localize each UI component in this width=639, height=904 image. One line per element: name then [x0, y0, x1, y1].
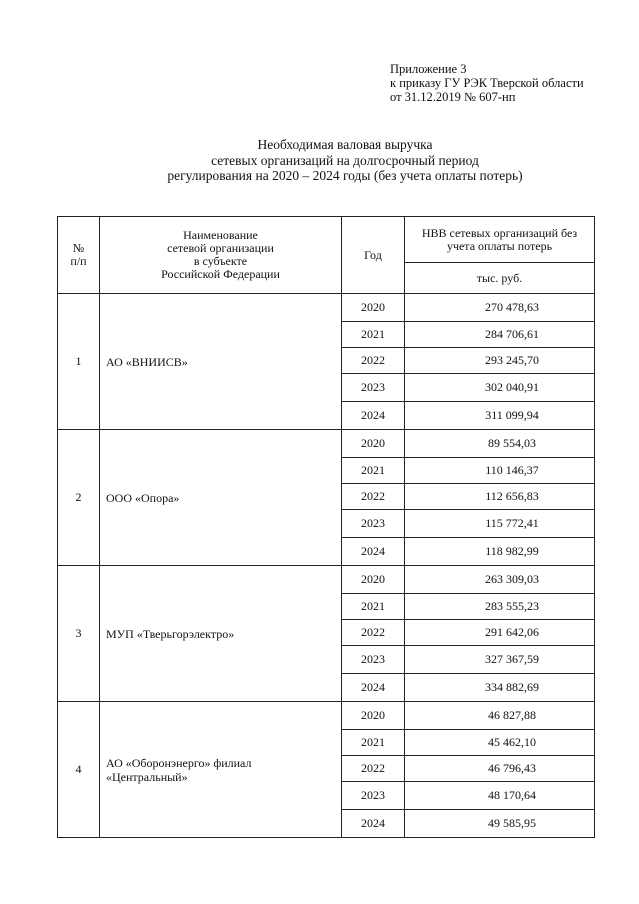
org-name-line-1: ООО «Опора»: [106, 490, 180, 505]
org-name-line-1: МУП «Тверьгорэлектро»: [106, 626, 235, 641]
revenue-table: [57, 216, 595, 838]
title-line-3: регулирования на 2020 – 2024 годы (без учета оплаты потерь): [167, 168, 523, 183]
header-revenue-line-2: учета оплаты потерь: [446, 238, 553, 253]
table-row: [58, 702, 595, 730]
org-name-line-2: «Центральный»: [106, 769, 188, 784]
org-number: 3: [58, 566, 100, 702]
year-cell: 2023: [342, 782, 405, 810]
revenue-value-cell: 293 245,70: [405, 348, 595, 374]
revenue-value-cell: 48 170,64: [405, 782, 595, 810]
revenue-value-cell: 89 554,03: [405, 430, 595, 458]
revenue-value-cell: 110 146,37: [405, 458, 595, 484]
header-number-line-1: №: [72, 241, 85, 255]
table-row: [58, 430, 595, 458]
revenue-value-cell: 327 367,59: [405, 646, 595, 674]
year-cell: 2021: [342, 730, 405, 756]
org-name-line-1: АО «Оборонэнерго» филиал: [106, 755, 252, 770]
header-year: Год: [342, 217, 405, 294]
header-unit: тыс. руб.: [405, 263, 595, 294]
header-name-line-2: сетевой организации: [167, 241, 274, 255]
appendix-line-2: к приказу ГУ РЭК Тверской области: [390, 76, 584, 90]
revenue-value-cell: 302 040,91: [405, 374, 595, 402]
header-revenue-line-1: НВВ сетевых организаций без: [421, 225, 578, 240]
revenue-value-cell: 263 309,03: [405, 566, 595, 594]
year-cell: 2024: [342, 402, 405, 430]
appendix-line-3: от 31.12.2019 № 607-нп: [390, 90, 516, 104]
header-organization-name: [100, 217, 342, 294]
revenue-value-cell: 291 642,06: [405, 620, 595, 646]
year-cell: 2021: [342, 458, 405, 484]
table-row: [58, 566, 595, 594]
revenue-value-cell: 45 462,10: [405, 730, 595, 756]
appendix-line-1: Приложение 3: [390, 62, 467, 76]
year-cell: 2024: [342, 674, 405, 702]
year-cell: 2020: [342, 566, 405, 594]
org-name-line-1: АО «ВНИИСВ»: [106, 354, 188, 369]
year-cell: 2021: [342, 322, 405, 348]
revenue-value-cell: 311 099,94: [405, 402, 595, 430]
year-cell: 2022: [342, 756, 405, 782]
year-cell: 2022: [342, 620, 405, 646]
year-cell: 2024: [342, 810, 405, 838]
year-cell: 2023: [342, 646, 405, 674]
org-number: 4: [58, 702, 100, 838]
header-name-line-3: в субъекте: [193, 254, 248, 268]
revenue-value-cell: 118 982,99: [405, 538, 595, 566]
appendix-reference: [390, 62, 584, 104]
header-revenue: [405, 217, 595, 263]
table-row: [58, 294, 595, 322]
document-title: [100, 137, 590, 184]
revenue-value-cell: 270 478,63: [405, 294, 595, 322]
revenue-value-cell: 112 656,83: [405, 484, 595, 510]
org-name: [100, 702, 342, 838]
year-cell: 2024: [342, 538, 405, 566]
header-number-line-2: п/п: [70, 254, 87, 268]
year-cell: 2023: [342, 510, 405, 538]
revenue-value-cell: 283 555,23: [405, 594, 595, 620]
year-cell: 2021: [342, 594, 405, 620]
year-cell: 2022: [342, 484, 405, 510]
revenue-value-cell: 46 827,88: [405, 702, 595, 730]
year-cell: 2023: [342, 374, 405, 402]
year-cell: 2020: [342, 430, 405, 458]
org-name: [100, 294, 342, 430]
year-cell: 2020: [342, 294, 405, 322]
year-cell: 2020: [342, 702, 405, 730]
org-number: 1: [58, 294, 100, 430]
header-name-line-1: Наименование: [183, 228, 258, 242]
header-number: [58, 217, 100, 294]
org-number: 2: [58, 430, 100, 566]
revenue-value-cell: 49 585,95: [405, 810, 595, 838]
title-line-2: сетевых организаций на долгосрочный период: [211, 152, 479, 168]
header-name-line-4: Российской Федерации: [161, 267, 280, 281]
revenue-value-cell: 334 882,69: [405, 674, 595, 702]
org-name: [100, 566, 342, 702]
revenue-value-cell: 284 706,61: [405, 322, 595, 348]
revenue-value-cell: 46 796,43: [405, 756, 595, 782]
year-cell: 2022: [342, 348, 405, 374]
title-line-1: Необходимая валовая выручка: [257, 137, 433, 152]
org-name: [100, 430, 342, 566]
header-row: [58, 217, 595, 263]
revenue-value-cell: 115 772,41: [405, 510, 595, 538]
